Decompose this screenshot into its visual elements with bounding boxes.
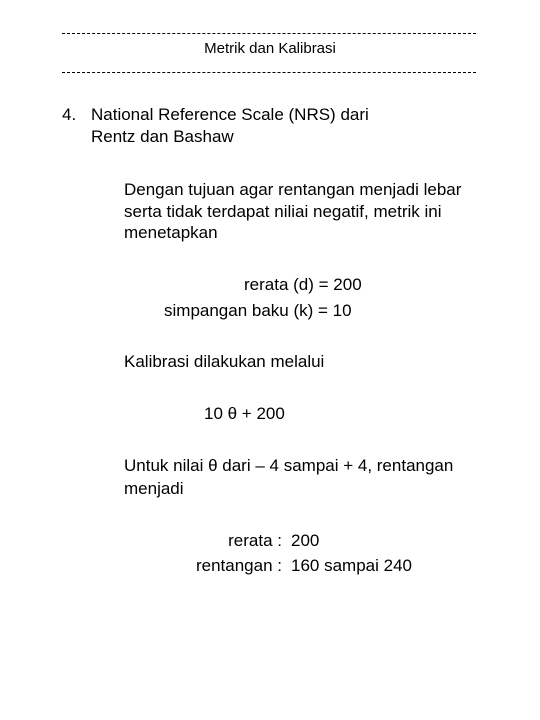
- intro-line: menetapkan: [124, 223, 218, 242]
- calibration-formula: 10 θ + 200: [204, 404, 285, 423]
- result-mean-value: 200: [291, 531, 320, 550]
- range-text-line1: Untuk nilai θ dari – 4 sampai + 4, rentangan: [124, 456, 454, 475]
- section-heading-line2: Rentz dan Bashaw: [91, 127, 234, 146]
- param-sd: simpangan baku (k) = 10: [164, 301, 352, 320]
- param-mean: rerata (d) = 200: [244, 275, 362, 294]
- result-range-label: rentangan :: [195, 556, 282, 575]
- intro-line: serta tidak terdapat niliai negatif, metrik ini: [124, 202, 442, 221]
- header-bottom-rule: [62, 72, 476, 73]
- result-mean-label: rerata :: [228, 531, 282, 550]
- section-number: 4.: [62, 105, 77, 124]
- header-top-rule: [62, 33, 476, 34]
- header-title: Metrik dan Kalibrasi: [204, 40, 336, 57]
- result-range-value: 160 sampai 240: [291, 556, 412, 575]
- range-text-line2: menjadi: [124, 479, 184, 498]
- calibration-text: Kalibrasi dilakukan melalui: [124, 352, 325, 371]
- section-heading-line1: National Reference Scale (NRS) dari: [91, 105, 369, 124]
- intro-line: Dengan tujuan agar rentangan menjadi lebar: [124, 180, 462, 199]
